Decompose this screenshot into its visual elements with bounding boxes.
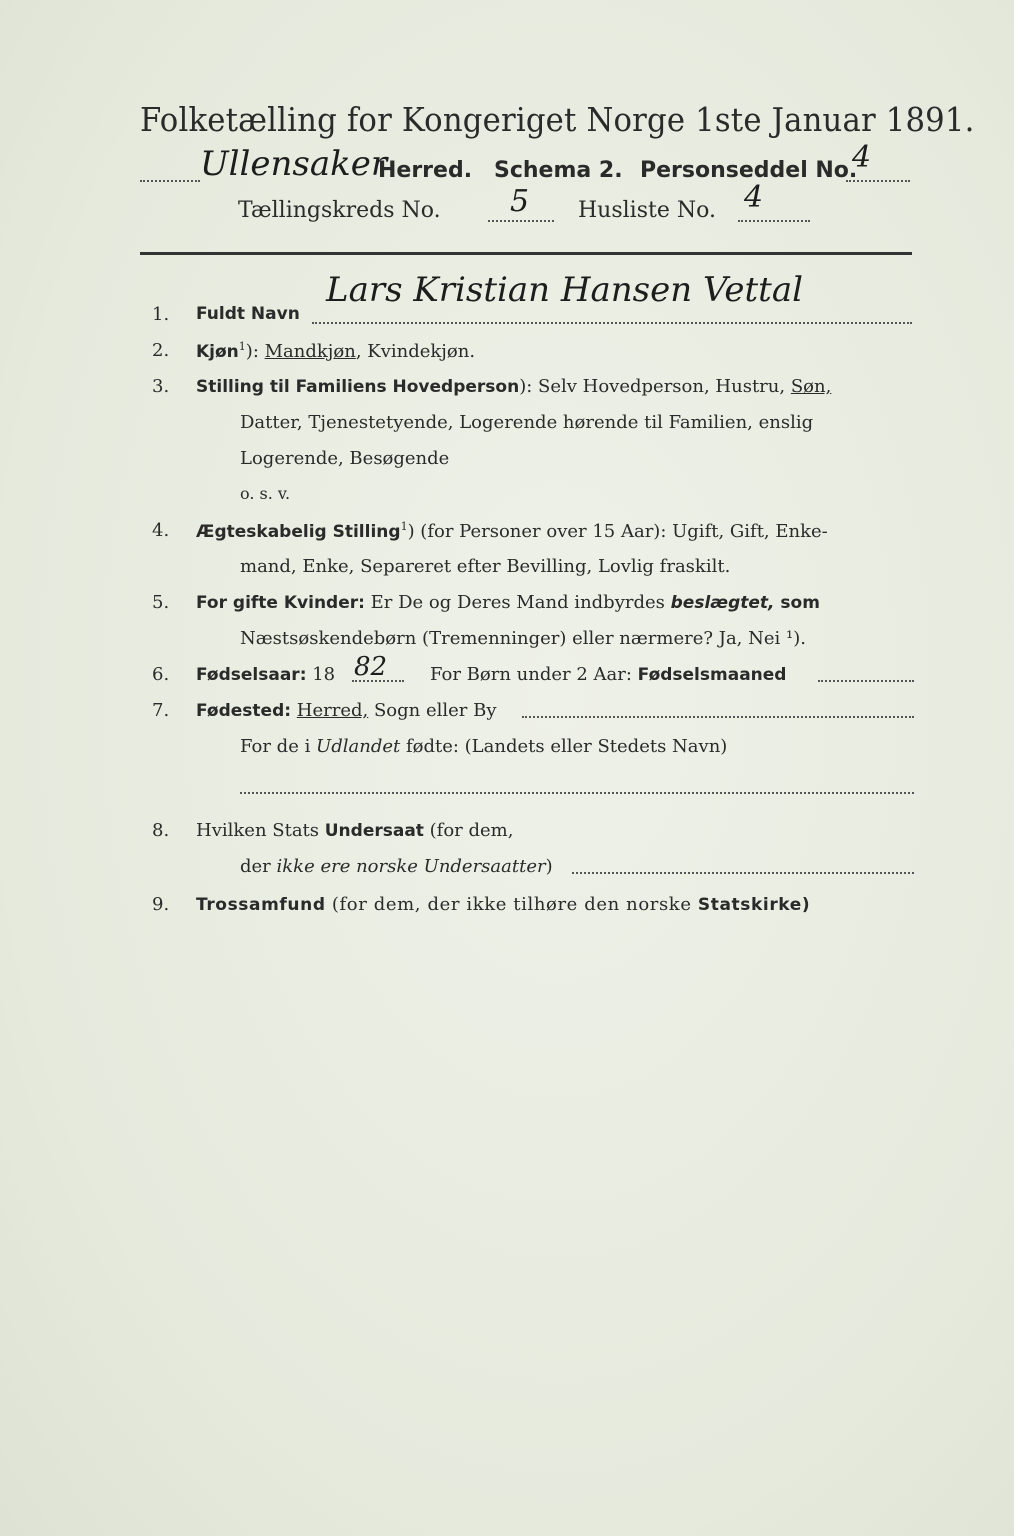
q5-end: som [774,593,820,613]
kreds-dotted-line [488,220,554,222]
q5-italic: beslægtet, [670,593,775,613]
q3-text: ): Selv Hovedperson, Hustru, [519,376,791,397]
q6-text-born: For Børn under 2 Aar: [430,664,638,685]
kreds-handwritten: 5 [510,184,530,219]
q1-dotted-line [312,322,912,324]
q2-number: 2. [152,340,170,361]
q6-dotted-line [818,680,914,682]
kreds-label: Tællingskreds No. [238,198,441,223]
q6-line [196,664,335,685]
q8-dotted-line [572,872,914,874]
q9-end: Statskirke) [697,895,811,915]
q8-line2-italic: ikke ere norske Undersaatter [276,856,546,877]
q9-label: Trossamfund [196,895,326,915]
q8-line2: der ikke ere norske Undersaatter) [240,856,553,877]
herred-handwritten: Ullensaker [200,144,388,184]
q3-son: Søn, [790,376,832,397]
q6-bold: Fødselsmaaned [637,665,787,685]
q3-line1 [196,376,831,397]
q1-handwritten-name: Lars Kristian Hansen Vettal [326,270,803,310]
q8-line2-a: der [240,856,277,877]
schema-label: Schema 2. [494,158,623,183]
q2-line [196,340,475,362]
q2-option-mandkjon: Mandkjøn [264,341,356,362]
q3-number: 3. [152,376,170,397]
q8-a: Hvilken Stats [196,820,325,841]
q6-handwritten-year: 82 [354,652,388,682]
husliste-handwritten: 4 [744,180,764,215]
q3-line4: o. s. v. [240,484,291,503]
q5-line1 [196,592,820,613]
q2-text: ): [245,341,265,362]
q7-line2 [240,736,727,757]
q3-line2: Datter, Tjenestetyende, Logerende hørende til Familien, enslig [240,412,814,433]
header-rule [140,252,912,255]
q1-number: 1. [152,304,170,325]
personseddel-label: Personseddel No. [640,158,858,183]
husliste-dotted-line [738,220,810,222]
q8-line1 [196,820,513,841]
q5-text: Er De og Deres Mand indbyrdes [364,592,671,613]
q4-number: 4. [152,520,170,541]
q4-line1 [196,520,828,542]
q6-text [430,664,786,685]
herred-label: Herred. [378,158,473,183]
form-title: Folketælling for Kongeriget Norge 1ste Januar 1891. [140,100,975,139]
q5-line2: Næstsøskendebørn (Tremenninger) eller nærmere? Ja, Nei ¹). [240,628,806,649]
q7-label: Fødested: [196,701,292,721]
q9-line1 [196,894,810,915]
q7-number: 7. [152,700,170,721]
q4-line2: mand, Enke, Separeret efter Bevilling, Lovlig fraskilt. [240,556,731,577]
herred-dotted-line [140,180,200,182]
personseddel-dotted-line [846,180,910,182]
q7-line2-italic: Udlandet [316,736,401,757]
q9-number: 9. [152,894,170,915]
q6-label: Fødselsaar: [196,665,307,685]
q7-herred: Herred, [296,700,369,721]
q2-sup: 1 [238,340,246,353]
q8-number: 8. [152,820,170,841]
q7-dotted-line [522,716,914,718]
q8-label: Undersaat [324,821,424,841]
q2-label: Kjøn [196,342,239,362]
q4-label: Ægteskabelig Stilling [196,522,401,542]
q3-label: Stilling til Familiens Hovedperson [196,377,520,397]
q1-label: Fuldt Navn [196,304,300,324]
q4-sup: 1 [400,520,408,533]
q6-year-dots [352,680,404,682]
q7-dotted-line-2 [240,792,914,794]
husliste-label: Husliste No. [578,198,716,223]
q3-line3: Logerende, Besøgende [240,448,450,469]
q2-option-kvindekjon: , Kvindekjøn. [355,341,476,362]
q7-line2-a: For de i [240,736,317,757]
q7-line2-b: fødte: (Landets eller Stedets Navn) [400,736,728,757]
personseddel-handwritten: 4 [852,140,872,175]
q9-text: (for dem, der ikke tilhøre den norske [325,894,698,915]
q5-label: For gifte Kvinder: [196,593,365,613]
q7-text: Sogn eller By [368,700,497,721]
q7-line1 [196,700,497,721]
q4-text: ) (for Personer over 15 Aar): Ugift, Gift, Enke- [407,521,828,542]
q5-number: 5. [152,592,170,613]
q6-number: 6. [152,664,170,685]
q6-prefix: 18 [306,664,336,685]
q8-b: (for dem, [423,820,514,841]
